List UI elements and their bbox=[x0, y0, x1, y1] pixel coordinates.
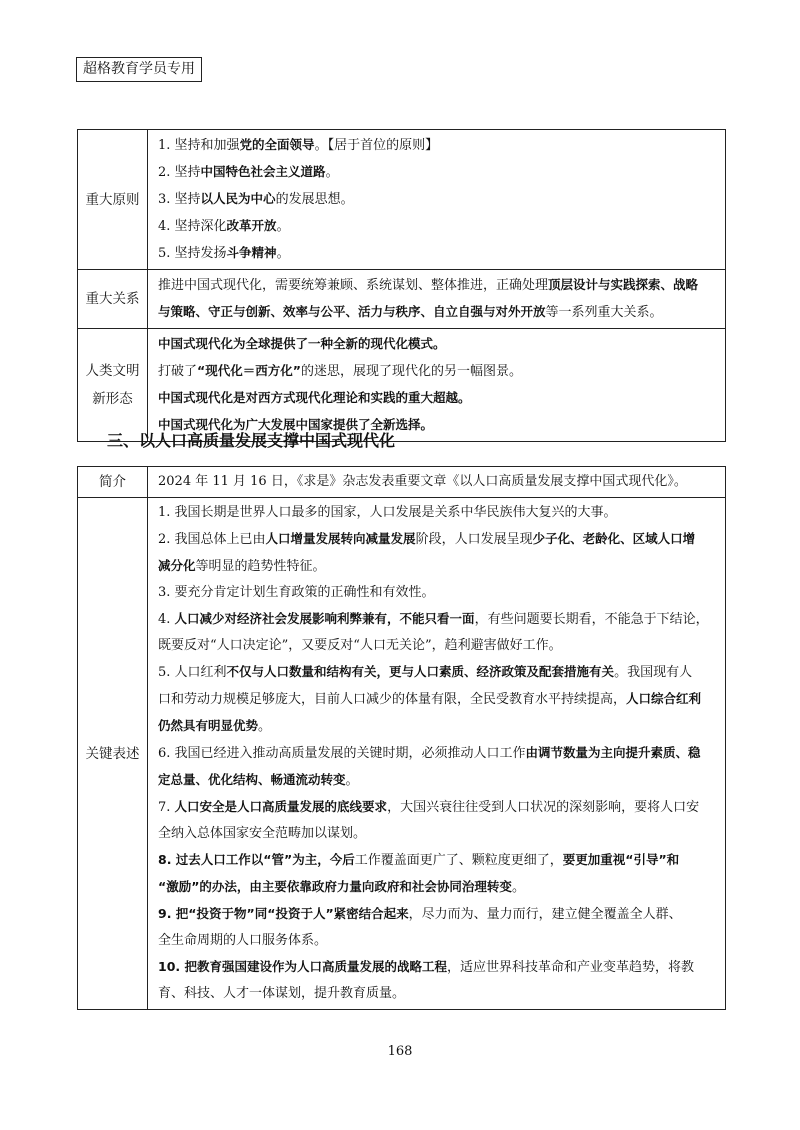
text: 工作覆盖面更广了、颗粒度更细了， bbox=[354, 853, 563, 868]
text: 。 bbox=[276, 219, 290, 234]
page-number: 168 bbox=[387, 1044, 413, 1059]
section-title: 三、以人口高质量发展支撑中国式现代化 bbox=[107, 431, 396, 450]
bold-text: 9. 把“投资于物”同“投资于人”紧密结合起来 bbox=[158, 906, 409, 921]
content-line bbox=[158, 358, 717, 385]
text: 5. 人口红利 bbox=[158, 665, 227, 680]
bold-text: 人口综合红利 bbox=[626, 691, 702, 706]
text: 6. 我国已经进入推动高质量发展的关键时期，必须推动人口工作 bbox=[158, 746, 526, 761]
content-line bbox=[158, 901, 717, 928]
content-line bbox=[158, 954, 717, 981]
text: 。 bbox=[345, 773, 359, 788]
bold-text: 减分化 bbox=[158, 558, 196, 573]
content-line bbox=[158, 606, 717, 633]
content-line bbox=[158, 186, 717, 213]
text: 1. 我国长期是世界人口最多的国家，人口发展是关系中华民族伟大复兴的大事。 bbox=[158, 505, 617, 520]
table-row bbox=[78, 329, 726, 442]
row-label-line: 重大原则 bbox=[85, 191, 140, 208]
bold-text: 8. 过去人口工作以“管”为主，今后 bbox=[158, 852, 355, 867]
text: 。 bbox=[325, 165, 339, 180]
content-line bbox=[158, 874, 717, 901]
text: 。 bbox=[258, 719, 272, 734]
content-line bbox=[158, 331, 717, 358]
content-line bbox=[158, 159, 717, 186]
bold-text: 10. 把教育强国建设作为人口高质量发展的战略工程 bbox=[158, 959, 447, 974]
bold-text: 不仅与人口数量和结构有关，更与人口素质、经济政策及配套措施有关 bbox=[226, 664, 615, 679]
text: 5. 坚持发扬 bbox=[158, 246, 227, 261]
text: 3. 要充分肯定计划生育政策的正确性和有效性。 bbox=[158, 585, 435, 600]
text: 4. 坚持深化 bbox=[158, 219, 227, 234]
text: 2. 坚持 bbox=[158, 165, 201, 180]
principles-table bbox=[77, 129, 726, 442]
text: 。【居于首位的原则】 bbox=[314, 138, 439, 153]
row-content bbox=[148, 270, 726, 329]
content-line bbox=[158, 500, 717, 526]
text: 全纳入总体国家安全范畴加以谋划。 bbox=[158, 826, 367, 841]
content-line bbox=[158, 213, 717, 240]
text: 7. bbox=[158, 800, 175, 815]
bold-text: 由调节数量为主向提升素质、稳 bbox=[525, 745, 701, 760]
row-content bbox=[148, 130, 726, 270]
bold-text: 要更加重视“引导”和 bbox=[562, 852, 680, 867]
content-line bbox=[158, 240, 717, 267]
row-label bbox=[78, 130, 148, 270]
text: 口和劳动力规模足够庞大，目前人口减少的体量有限，全民受教育水平持续提高， bbox=[158, 692, 627, 707]
text: 等明显的趋势性特征。 bbox=[195, 559, 326, 574]
content-line bbox=[158, 928, 717, 954]
content-line bbox=[158, 686, 717, 713]
row-label-line: 重大关系 bbox=[85, 291, 140, 307]
row-label bbox=[78, 329, 148, 442]
text: 。 bbox=[511, 880, 525, 895]
bold-text: “现代化＝西方化” bbox=[197, 363, 301, 378]
bold-text: 人口减少对经济社会发展影响利弊兼有，不能只看一面 bbox=[174, 611, 475, 626]
text: 的迷思，展现了现代化的另一幅图景。 bbox=[300, 364, 522, 379]
content-line bbox=[158, 132, 717, 159]
text: 。 bbox=[276, 246, 290, 261]
row-label bbox=[78, 270, 148, 329]
content-line bbox=[158, 469, 717, 495]
row-content bbox=[148, 329, 726, 442]
bold-text: 改革开放 bbox=[226, 218, 277, 233]
text: 3. 坚持 bbox=[158, 192, 201, 207]
content-line bbox=[158, 981, 717, 1007]
row-label-line: 新形态 bbox=[92, 391, 133, 407]
bold-text: 人口增量发展转向减量发展 bbox=[265, 531, 416, 546]
table-row bbox=[78, 130, 726, 270]
table-row bbox=[78, 467, 726, 498]
text: ，有些问题要长期看，不能急于下结论， bbox=[474, 612, 709, 627]
bold-text: 少子化、老龄化、区域人口增 bbox=[532, 531, 696, 546]
bold-text: 仍然具有明显优势 bbox=[158, 718, 259, 733]
content-line bbox=[158, 385, 717, 412]
row-label-line: 简介 bbox=[99, 474, 126, 490]
text: 2. 我国总体上已由 bbox=[158, 532, 266, 547]
content-line bbox=[158, 633, 717, 659]
content-line bbox=[158, 272, 717, 299]
text: 的发展思想。 bbox=[275, 192, 354, 207]
content-line bbox=[158, 580, 717, 606]
content-line bbox=[158, 794, 717, 821]
content-line bbox=[158, 713, 717, 740]
row-label bbox=[78, 467, 148, 498]
bold-text: 以人民为中心 bbox=[200, 191, 276, 206]
content-line bbox=[158, 553, 717, 580]
text: 既要反对“人口决定论”，又要反对“人口无关论”，趋利避害做好工作。 bbox=[158, 638, 562, 653]
bold-text: 斗争精神 bbox=[226, 245, 277, 260]
bold-text: “激励”的办法，由主要依靠政府力量向政府和社会协同治理转变 bbox=[158, 879, 512, 894]
text: 育、科技、人才一体谋划，提升教育质量。 bbox=[158, 986, 406, 1001]
bold-text: 人口安全是人口高质量发展的底线要求 bbox=[174, 799, 388, 814]
row-label bbox=[78, 498, 148, 1010]
text: 。我国现有人 bbox=[614, 665, 693, 680]
row-label-line: 人类文明 bbox=[85, 363, 140, 379]
row-content bbox=[148, 498, 726, 1010]
row-label-line: 关键表述 bbox=[85, 745, 140, 762]
bold-text: 与策略、守正与创新、效率与公平、活力与秩序、自立自强与对外开放 bbox=[158, 304, 546, 319]
text: 推进中国式现代化，需要统筹兼顾、系统谋划、整体推进，正确处理 bbox=[158, 278, 549, 293]
bold-text: 中国式现代化为全球提供了一种全新的现代化模式。 bbox=[158, 336, 446, 351]
bold-text: 中国特色社会主义道路 bbox=[200, 164, 326, 179]
content-line bbox=[158, 821, 717, 847]
content-line bbox=[158, 767, 717, 794]
content-line bbox=[158, 847, 717, 874]
content-line bbox=[158, 299, 717, 326]
row-content bbox=[148, 467, 726, 498]
bold-text: 顶层设计与实践探索、战略 bbox=[548, 277, 699, 292]
table-row bbox=[78, 270, 726, 329]
text: 4. bbox=[158, 612, 175, 627]
bold-text: 中国式现代化是对西方式现代化理论和实践的重大超越。 bbox=[158, 390, 471, 405]
text: 打破了 bbox=[158, 364, 198, 379]
text: 阶段，人口发展呈现 bbox=[415, 532, 533, 547]
content-line bbox=[158, 740, 717, 767]
bold-text: 党的全面领导 bbox=[239, 137, 315, 152]
bold-text: 定总量、优化结构、畅通流动转变 bbox=[158, 772, 346, 787]
text: 1. 坚持和加强 bbox=[158, 138, 240, 153]
text: ，大国兴衰往往受到人口状况的深刻影响，要将人口安 bbox=[387, 800, 700, 815]
text: ，适应世界科技革命和产业变革趋势，将教 bbox=[447, 960, 695, 975]
text: 2024 年 11 月 16 日，《求是》杂志发表重要文章《以人口高质量发展支撑中国式现代化》。 bbox=[158, 474, 687, 489]
text: 等一系列重大关系。 bbox=[545, 305, 663, 320]
header-tag: 超格教育学员专用 bbox=[76, 57, 202, 82]
content-line bbox=[158, 526, 717, 553]
text: ，尽力而为、量力而行，建立健全覆盖全人群、 bbox=[408, 907, 682, 922]
content-line bbox=[158, 659, 717, 686]
text: 全生命周期的人口服务体系。 bbox=[158, 933, 328, 948]
population-table bbox=[77, 466, 726, 1010]
table-row bbox=[78, 498, 726, 1010]
bold-text: 中国式现代化为广大发展中国家提供了全新选择。 bbox=[158, 417, 434, 432]
